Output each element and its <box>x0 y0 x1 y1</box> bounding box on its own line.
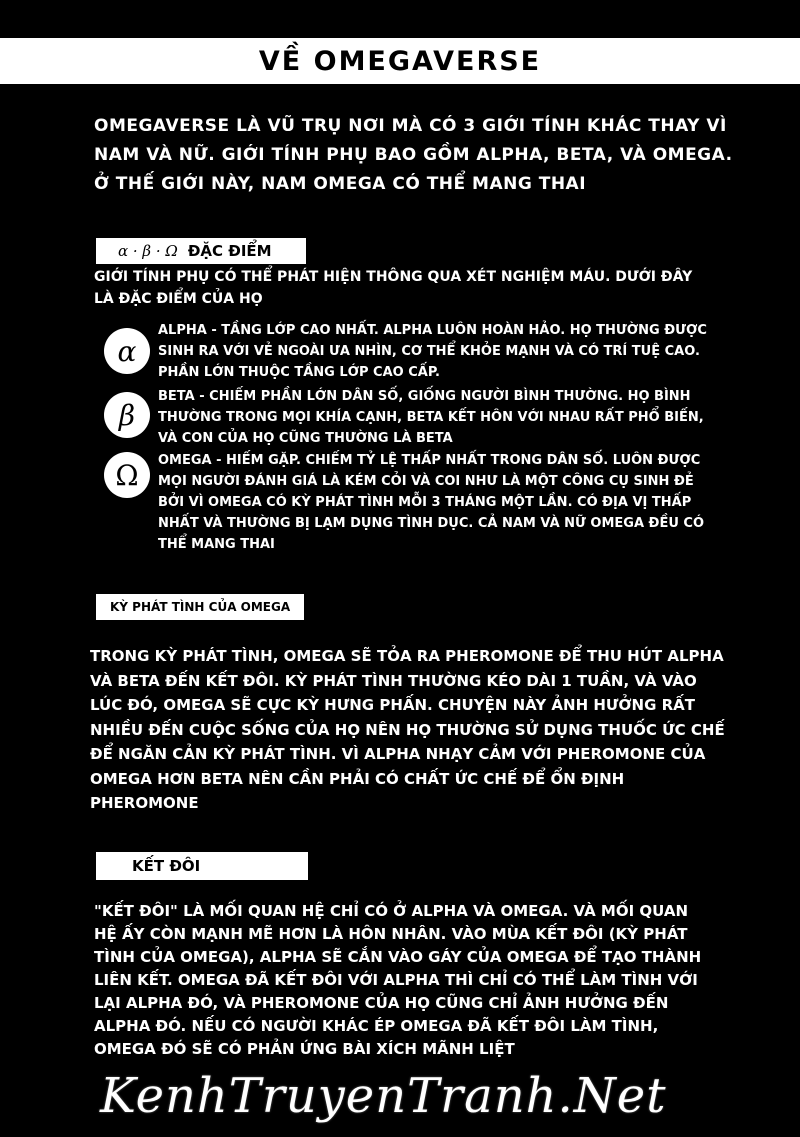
alpha-description: ALPHA - TẦNG LỚP CAO NHẤT. ALPHA LUÔN HOÀN HẢO. HỌ THƯỜNG ĐƯỢC SINH RA VỚI VẺ NGOÀI ƯA NHÌN, CƠ THỂ KHỎE MẠNH VÀ CÓ TRÍ TUỆ CAO. PHẦN LỚN THUỘC TẦNG LỚP CAO CẤP. <box>158 323 707 380</box>
page-title: VỀ OMEGAVERSE <box>0 38 800 84</box>
omega-description: OMEGA - HIẾM GẶP. CHIẾM TỶ LỆ THẤP NHẤT TRONG DÂN SỐ. LUÔN ĐƯỢC MỌI NGƯỜI ĐÁNH GIÁ LÀ KÉM CỎI VÀ COI NHƯ LÀ MỘT CÔNG CỤ SINH ĐẺ BỞI VÌ OMEGA CÓ KỲ PHÁT TÌNH MỖI 3 THÁNG MỘT LẦN. CÓ ĐỊA VỊ THẤP NHẤT VÀ THƯỜNG BỊ LẠM DỤNG TÌNH DỤC. CẢ NAM VÀ NỮ OMEGA ĐỀU CÓ THỂ MANG THAI <box>158 453 704 552</box>
omega-icon: Ω <box>104 452 150 498</box>
traits-intro: GIỚI TÍNH PHỤ CÓ THỂ PHÁT HIỆN THÔNG QUA XÉT NGHIỆM MÁU. DƯỚI ĐÂY LÀ ĐẶC ĐIỂM CỦA HỌ <box>94 269 693 307</box>
alpha-icon: α <box>104 328 150 374</box>
bond-paragraph: "KẾT ĐÔI" LÀ MỐI QUAN HỆ CHỈ CÓ Ở ALPHA VÀ OMEGA. VÀ MỐI QUAN HỆ ẤY CÒN MẠNH MẼ HƠN LÀ HÔN NHÂN. VÀO MÙA KẾT ĐÔI (KỲ PHÁT TÌNH CỦA OMEGA), ALPHA SẼ CẮN VÀO GÁY CỦA OMEGA ĐỂ TẠO THÀNH LIÊN KẾT. OMEGA ĐÃ KẾT ĐÔI VỚI ALPHA THÌ CHỈ CÓ THỂ LÀM TÌNH VỚI LẠI ALPHA ĐÓ, VÀ PHEROMONE CỦA HỌ CŨNG CHỈ ẢNH HƯỞNG ĐẾN ALPHA ĐÓ. NẾU CÓ NGƯỜI KHÁC ÉP OMEGA ĐÃ KẾT ĐÔI LÀM TÌNH, OMEGA ĐÓ SẼ CÓ PHẢN ỨNG BÀI XÍCH MÃNH LIỆT <box>94 902 702 1058</box>
heat-paragraph: TRONG KỲ PHÁT TÌNH, OMEGA SẼ TỎA RA PHEROMONE ĐỂ THU HÚT ALPHA VÀ BETA ĐẾN KẾT ĐÔI. KỲ PHÁT TÌNH THƯỜNG KÉO DÀI 1 TUẦN, VÀ VÀO LÚC ĐÓ, OMEGA SẼ CỰC KỲ HƯNG PHẤN. CHUYỆN NÀY ẢNH HƯỞNG RẤT NHIỀU ĐẾN CUỘC SỐNG CỦA HỌ NÊN HỌ THƯỜNG SỬ DỤNG THUỐC ỨC CHẾ ĐỂ NGĂN CẢN KỲ PHÁT TÌNH. VÌ ALPHA NHẠY CẢM VỚI PHEROMONE CỦA OMEGA HƠN BETA NÊN CẦN PHẢI CÓ CHẤT ỨC CHẾ ĐỂ ỔN ĐỊNH PHEROMONE <box>90 647 725 812</box>
bond-section-label: KẾT ĐÔI <box>96 852 308 880</box>
watermark-logo: KenhTruyenTranh.Net <box>100 1068 667 1124</box>
traits-label-text: ĐẶC ĐIỂM <box>187 242 272 260</box>
beta-icon: β <box>104 392 150 438</box>
beta-description: BETA - CHIẾM PHẦN LỚN DÂN SỐ, GIỐNG NGƯỜI BÌNH THƯỜNG. HỌ BÌNH THƯỜNG TRONG MỌI KHÍA CẠNH, BETA KẾT HÔN VỚI NHAU RẤT PHỔ BIẾN, VÀ CON CỦA HỌ CŨNG THƯỜNG LÀ BETA <box>158 389 704 446</box>
greek-symbols: α · β · Ω <box>118 242 178 260</box>
heat-section-label: KỲ PHÁT TÌNH CỦA OMEGA <box>96 594 304 620</box>
traits-section-label <box>96 238 306 264</box>
intro-paragraph: OMEGAVERSE LÀ VŨ TRỤ NƠI MÀ CÓ 3 GIỚI TÍNH KHÁC THAY VÌ NAM VÀ NỮ. GIỚI TÍNH PHỤ BAO GỒM ALPHA, BETA, VÀ OMEGA. Ở THẾ GIỚI NÀY, NAM OMEGA CÓ THỂ MANG THAI <box>94 116 733 194</box>
